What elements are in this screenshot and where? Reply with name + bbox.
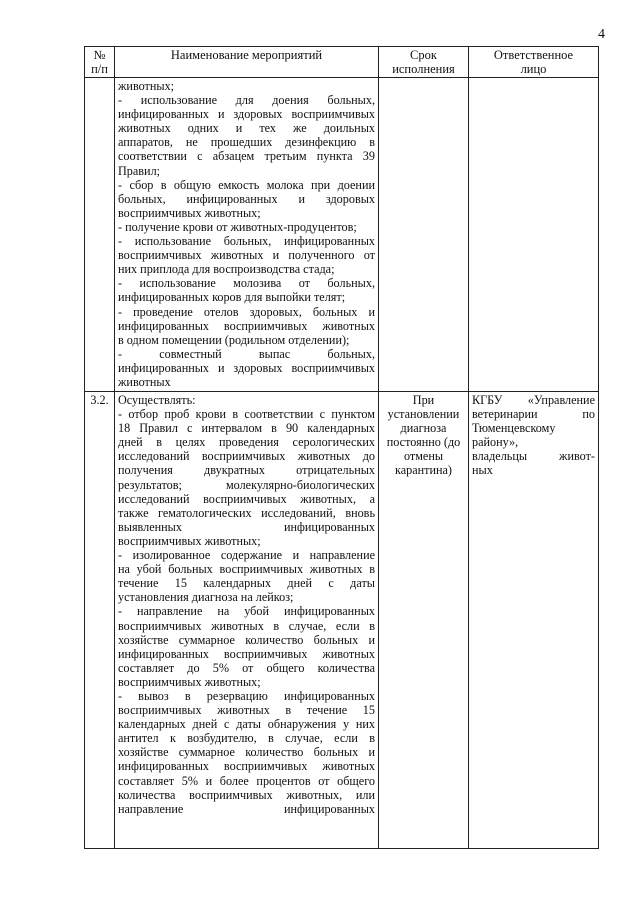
text-line: Осуществлять: (118, 393, 196, 407)
text-line: антител к возбудителю, в случае, если в (118, 731, 375, 746)
text-line: 18 Правил с интервалом в 90 календарных (118, 421, 375, 436)
text-line: них приплода для воспроизводства стада; (118, 262, 335, 277)
text-line: инфицированных и здоровых восприимчивых (118, 360, 375, 375)
text-line: ных (472, 463, 493, 478)
text-line: - использование молозива от больных, (118, 276, 375, 291)
text-line: - проведение отелов здоровых, больных и (118, 304, 375, 319)
text-line: - совместный выпас больных, (118, 346, 375, 361)
text-line: - использование для доения больных, (118, 93, 375, 108)
text-line: КГБУ «Управление (472, 393, 595, 407)
measures-table (84, 46, 599, 849)
text-line: восприимчивых животных; (118, 533, 261, 548)
text-line: аппаратов, не прошедших дезинфекцию в (118, 135, 375, 150)
text-line: восприимчивых животных и полученного от (118, 248, 375, 263)
text-line: постоянно (до (386, 435, 461, 450)
text-line: инфицированных коров для выпойки телят; (118, 290, 346, 305)
text-line: - направление на убой инфицированных (118, 604, 375, 619)
text-line: - вывоз в резервацию инфицированных (118, 688, 375, 703)
text-line: соответствии с абзацем третьим пункта 39 (118, 149, 375, 164)
text-line: - изолированное содержание и направление (118, 548, 375, 563)
table-row (85, 392, 599, 849)
text-line: - получение крови от животных-продуцентов; (118, 219, 357, 234)
text-line: календарных дней с даты обнаружения у них (118, 717, 375, 732)
measure-text (115, 392, 379, 849)
text-line: карантина) (394, 463, 452, 478)
text-line: владельцы живот- (472, 449, 595, 464)
text-line: диагноза (400, 421, 447, 436)
text-line: восприимчивых животных в течение 15 (118, 703, 375, 718)
term-cell (379, 392, 469, 849)
text-line: Тюменцевскому (472, 421, 556, 436)
text-line: инфицированных и здоровых восприимчивых (118, 107, 375, 122)
table-row (85, 78, 599, 392)
text-line: дней в целях проведения серологических (118, 435, 375, 450)
responsible-cell (469, 392, 599, 849)
text-line: количества восприимчивых животных, или (118, 787, 375, 802)
text-line: выявленных инфицированных (118, 519, 375, 534)
term-cell (379, 78, 469, 392)
text-line: ветеринарии по (472, 407, 595, 422)
text-line: на убой больных восприимчивых животных в (118, 562, 375, 577)
text-line: исследований восприимчивых животных, а (118, 491, 375, 506)
text-line: восприимчивых животных; (118, 674, 261, 689)
header-responsible: Ответственное лицо (469, 47, 599, 78)
text-line: Правил; (118, 163, 161, 178)
page-number: 4 (598, 27, 605, 42)
header-term: Срок исполнения (379, 47, 469, 78)
text-line: составляет 5% и более процентов от общего (118, 773, 375, 788)
text-line: течение 15 календарных дней с даты (118, 576, 375, 591)
text-line: восприимчивых животных в случае, если в (118, 618, 375, 633)
text-line: установления диагноза на лейкоз; (118, 590, 294, 605)
row-number: 3.2. (85, 392, 115, 849)
text-line: - сбор в общую емкость молока при доении (118, 177, 375, 192)
text-line: установлении (387, 407, 460, 422)
text-line: - отбор проб крови в соответствии с пунктом (118, 407, 375, 422)
text-line: составляет до 5% от общего количества (118, 660, 375, 675)
header-name: Наименование мероприятий (115, 47, 379, 78)
text-line: восприимчивых животных; (118, 205, 261, 220)
text-line: получения двукратных отрицательных (118, 463, 375, 478)
text-line: также гематологических исследований, вновь (118, 505, 375, 520)
text-line: При (412, 393, 435, 407)
text-line: инфицированных восприимчивых животных (118, 646, 375, 661)
responsible-cell (469, 78, 599, 392)
row-number (85, 78, 115, 392)
measure-text (115, 78, 379, 392)
text-line: исследований восприимчивых животных до (118, 449, 375, 464)
text-line: отмены (403, 449, 444, 464)
text-line: животных; (118, 79, 175, 93)
text-line: инфицированных восприимчивых животных (118, 759, 375, 774)
text-line: хозяйстве суммарное количество больных и (118, 632, 375, 647)
text-line: направление инфицированных (118, 801, 375, 816)
text-line: результатов; молекулярно-биологических (118, 477, 375, 492)
text-line: животных (118, 374, 171, 389)
text-line: району», (472, 435, 519, 450)
header-num: № п/п (85, 47, 115, 78)
text-line: - использование больных, инфицированных (118, 234, 375, 249)
table-header-row (85, 47, 599, 78)
text-line: животных одних и тех же доильных (118, 121, 375, 136)
text-line: больных, инфицированных и здоровых (118, 191, 375, 206)
text-line: инфицированных восприимчивых животных (118, 318, 375, 333)
text-line: хозяйстве суммарное количество больных и (118, 745, 375, 760)
text-line: в одном помещении (родильном отделении); (118, 332, 350, 347)
